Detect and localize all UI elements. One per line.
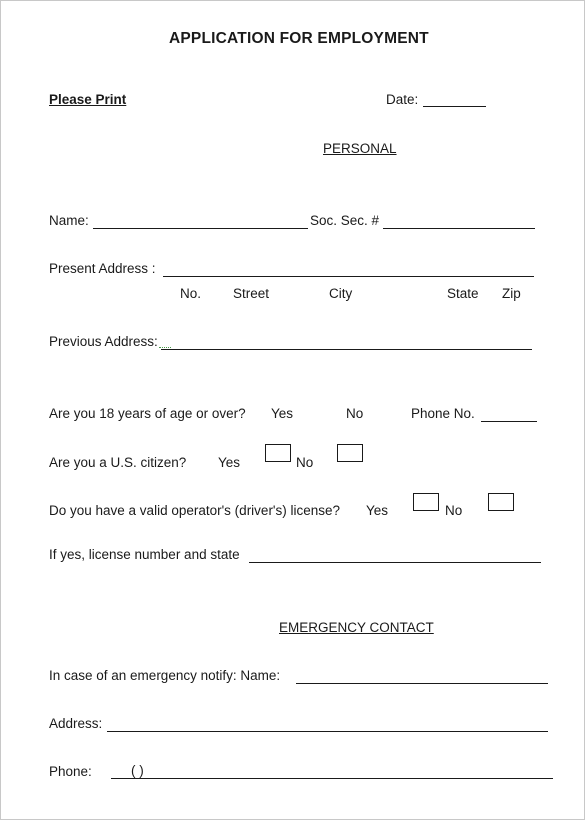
emergency-address-field[interactable] <box>107 731 548 732</box>
date-label: Date: <box>386 92 419 107</box>
ssn-field[interactable] <box>383 228 535 229</box>
license-no-checkbox[interactable] <box>488 493 514 511</box>
citizen-no-label: No <box>296 455 314 470</box>
emergency-heading: EMERGENCY CONTACT <box>279 620 434 635</box>
emergency-phone-field[interactable] <box>111 778 553 779</box>
license-no-label: No <box>445 503 463 518</box>
license-number-label: If yes, license number and state <box>49 547 240 562</box>
address-street-label: Street <box>233 286 270 301</box>
emergency-phone-label: Phone: <box>49 764 92 779</box>
form-title: APPLICATION FOR EMPLOYMENT <box>169 30 429 47</box>
license-yes-label: Yes <box>366 503 389 518</box>
address-city-label: City <box>329 286 353 301</box>
previous-address-label: Previous Address: <box>49 334 158 349</box>
license-yes-checkbox[interactable] <box>413 493 439 511</box>
emergency-notify-label: In case of an emergency notify: Name: <box>49 668 281 683</box>
emergency-name-field[interactable] <box>296 683 548 684</box>
phone-no-field[interactable] <box>481 421 537 422</box>
spellcheck-mark <box>159 347 171 348</box>
age-question: Are you 18 years of age or over? <box>49 406 246 421</box>
present-address-field[interactable] <box>163 276 534 277</box>
emergency-address-label: Address: <box>49 716 103 731</box>
date-field[interactable] <box>423 106 486 107</box>
license-number-field[interactable] <box>249 562 541 563</box>
emergency-phone-area-code: ( ) <box>131 763 144 778</box>
citizen-no-checkbox[interactable] <box>337 444 363 462</box>
present-address-label: Present Address : <box>49 261 156 276</box>
please-print-label: Please Print <box>49 92 127 107</box>
name-field[interactable] <box>93 228 308 229</box>
ssn-label: Soc. Sec. # <box>310 213 380 228</box>
previous-address-field[interactable] <box>161 349 532 350</box>
age-no-option[interactable]: No <box>346 406 364 421</box>
citizen-question: Are you a U.S. citizen? <box>49 455 187 470</box>
address-state-label: State <box>447 286 479 301</box>
personal-heading: PERSONAL <box>323 141 397 156</box>
name-label: Name: <box>49 213 89 228</box>
citizen-yes-label: Yes <box>218 455 241 470</box>
address-no-label: No. <box>180 286 202 301</box>
age-yes-option[interactable]: Yes <box>271 406 294 421</box>
citizen-yes-checkbox[interactable] <box>265 444 291 462</box>
phone-no-label: Phone No. <box>411 406 475 421</box>
license-question: Do you have a valid operator's (driver's) license? <box>49 503 341 518</box>
address-zip-label: Zip <box>502 286 521 301</box>
